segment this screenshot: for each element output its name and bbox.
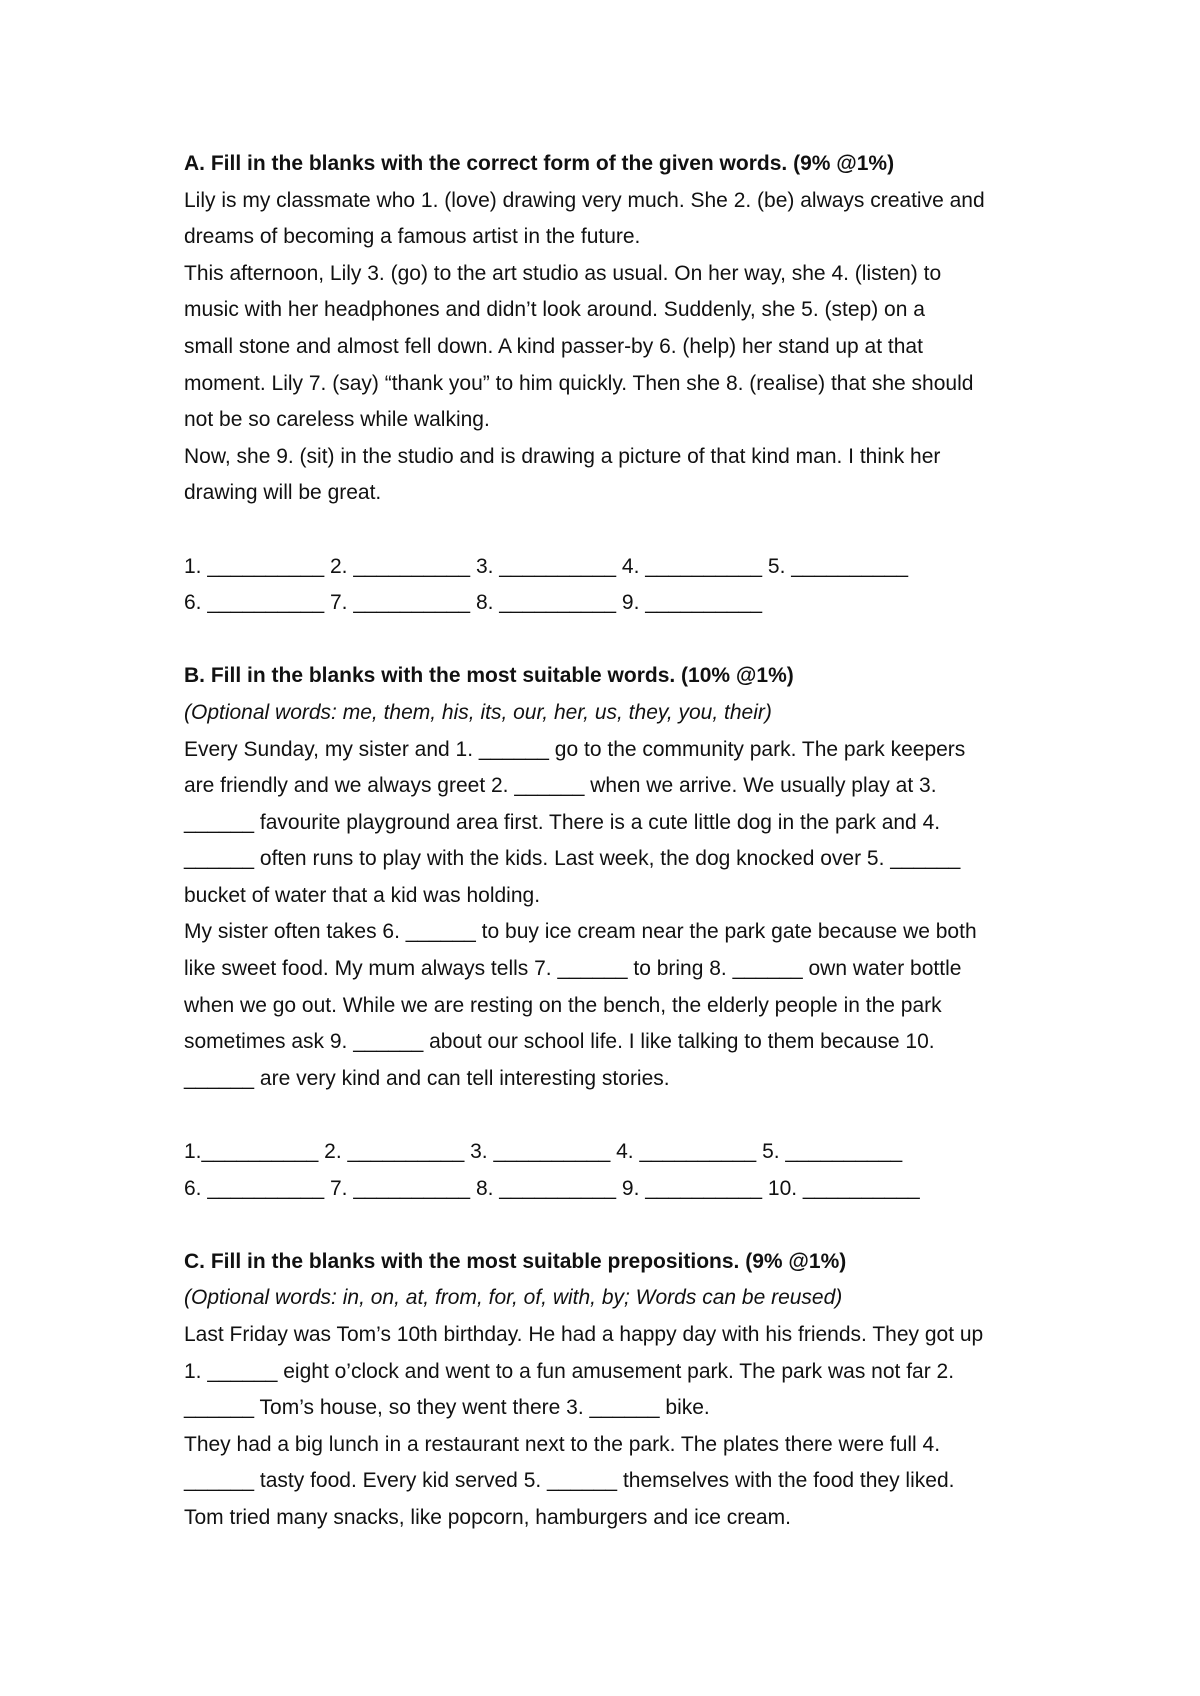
section-c-text-line: Last Friday was Tom’s 10th birthday. He had a happy day with his friends. They got up — [184, 1323, 984, 1346]
section-b — [184, 658, 1044, 1207]
section-a-text-line: music with her headphones and didn’t look around. Suddenly, she 5. (step) on a — [184, 298, 925, 322]
section-a-text-line: moment. Lily 7. (say) “thank you” to him quickly. Then she 8. (realise) that she should — [184, 371, 974, 395]
section-b-text-line: like sweet food. My mum always tells 7. ______ to bring 8. ______ own water bottle — [184, 957, 962, 981]
section-a-text-line: small stone and almost fell down. A kind passer-by 6. (help) her stand up at that — [184, 334, 923, 358]
section-b-text-line: My sister often takes 6. ______ to buy ice cream near the park gate because we both — [184, 920, 977, 944]
section-a-answer-line: 1. __________ 2. __________ 3. __________ 4. __________ 5. __________ — [184, 554, 909, 578]
section-b-text-line: ______ often runs to play with the kids. Last week, the dog knocked over 5. ______ — [184, 847, 961, 871]
section-b-text-line: Every Sunday, my sister and 1. ______ go to the community park. The park keepers — [184, 737, 966, 761]
section-b-answer-line: 1.__________ 2. __________ 3. __________ 4. __________ 5. __________ — [184, 1140, 903, 1164]
spacer — [184, 1207, 1044, 1244]
section-b-text-line: bucket of water that a kid was holding. — [184, 883, 541, 907]
spacer — [184, 512, 1044, 549]
section-c — [184, 1244, 1044, 1537]
section-b-text-line: ______ favourite playground area first. There is a cute little dog in the park and 4. — [184, 810, 941, 834]
section-c-text-line: ______ Tom’s house, so they went there 3. ______ bike. — [184, 1396, 710, 1420]
spacer — [184, 1097, 1044, 1134]
worksheet-page — [184, 146, 1044, 1537]
section-c-optional-words: (Optional words: in, on, at, from, for, of, with, by; Words can be reused) — [184, 1286, 843, 1310]
section-c-text-line: Tom tried many snacks, like popcorn, hamburgers and ice cream. — [184, 1505, 791, 1529]
section-b-text-line: are friendly and we always greet 2. ______ when we arrive. We usually play at 3. — [184, 774, 937, 798]
section-a-heading: A. Fill in the blanks with the correct form of the given words. (9% @1%) — [184, 152, 895, 175]
section-a-text-line: This afternoon, Lily 3. (go) to the art studio as usual. On her way, she 4. (listen) to — [184, 261, 942, 285]
section-c-text-line: 1. ______ eight o’clock and went to a fun amusement park. The park was not far 2. — [184, 1359, 955, 1383]
section-c-text-line: ______ tasty food. Every kid served 5. ______ themselves with the food they liked. — [184, 1469, 955, 1493]
section-b-optional-words: (Optional words: me, them, his, its, our, her, us, they, you, their) — [184, 700, 772, 724]
section-a-text-line: Now, she 9. (sit) in the studio and is drawing a picture of that kind man. I think her — [184, 444, 941, 468]
section-a-answer-line: 6. __________ 7. __________ 8. __________ 9. __________ — [184, 591, 763, 615]
section-b-text-line: ______ are very kind and can tell interesting stories. — [184, 1066, 670, 1090]
section-b-text-line: when we go out. While we are resting on the bench, the elderly people in the park — [184, 993, 942, 1017]
section-b-answer-line: 6. __________ 7. __________ 8. __________ 9. __________ 10. __________ — [184, 1176, 920, 1200]
section-b-heading: B. Fill in the blanks with the most suitable words. (10% @1%) — [184, 664, 794, 688]
section-a-text-line: not be so careless while walking. — [184, 408, 490, 432]
section-b-text-line: sometimes ask 9. ______ about our school life. I like talking to them because 10. — [184, 1030, 935, 1054]
section-a — [184, 146, 1044, 622]
section-c-text-line: They had a big lunch in a restaurant next to the park. The plates there were full 4. — [184, 1432, 941, 1456]
section-c-heading: C. Fill in the blanks with the most suitable prepositions. (9% @1%) — [184, 1249, 847, 1273]
section-a-text-line: Lily is my classmate who 1. (love) drawing very much. She 2. (be) always creative and — [184, 188, 985, 212]
section-a-text-line: dreams of becoming a famous artist in the future. — [184, 225, 641, 249]
spacer — [184, 622, 1044, 659]
section-a-text-line: drawing will be great. — [184, 481, 382, 505]
